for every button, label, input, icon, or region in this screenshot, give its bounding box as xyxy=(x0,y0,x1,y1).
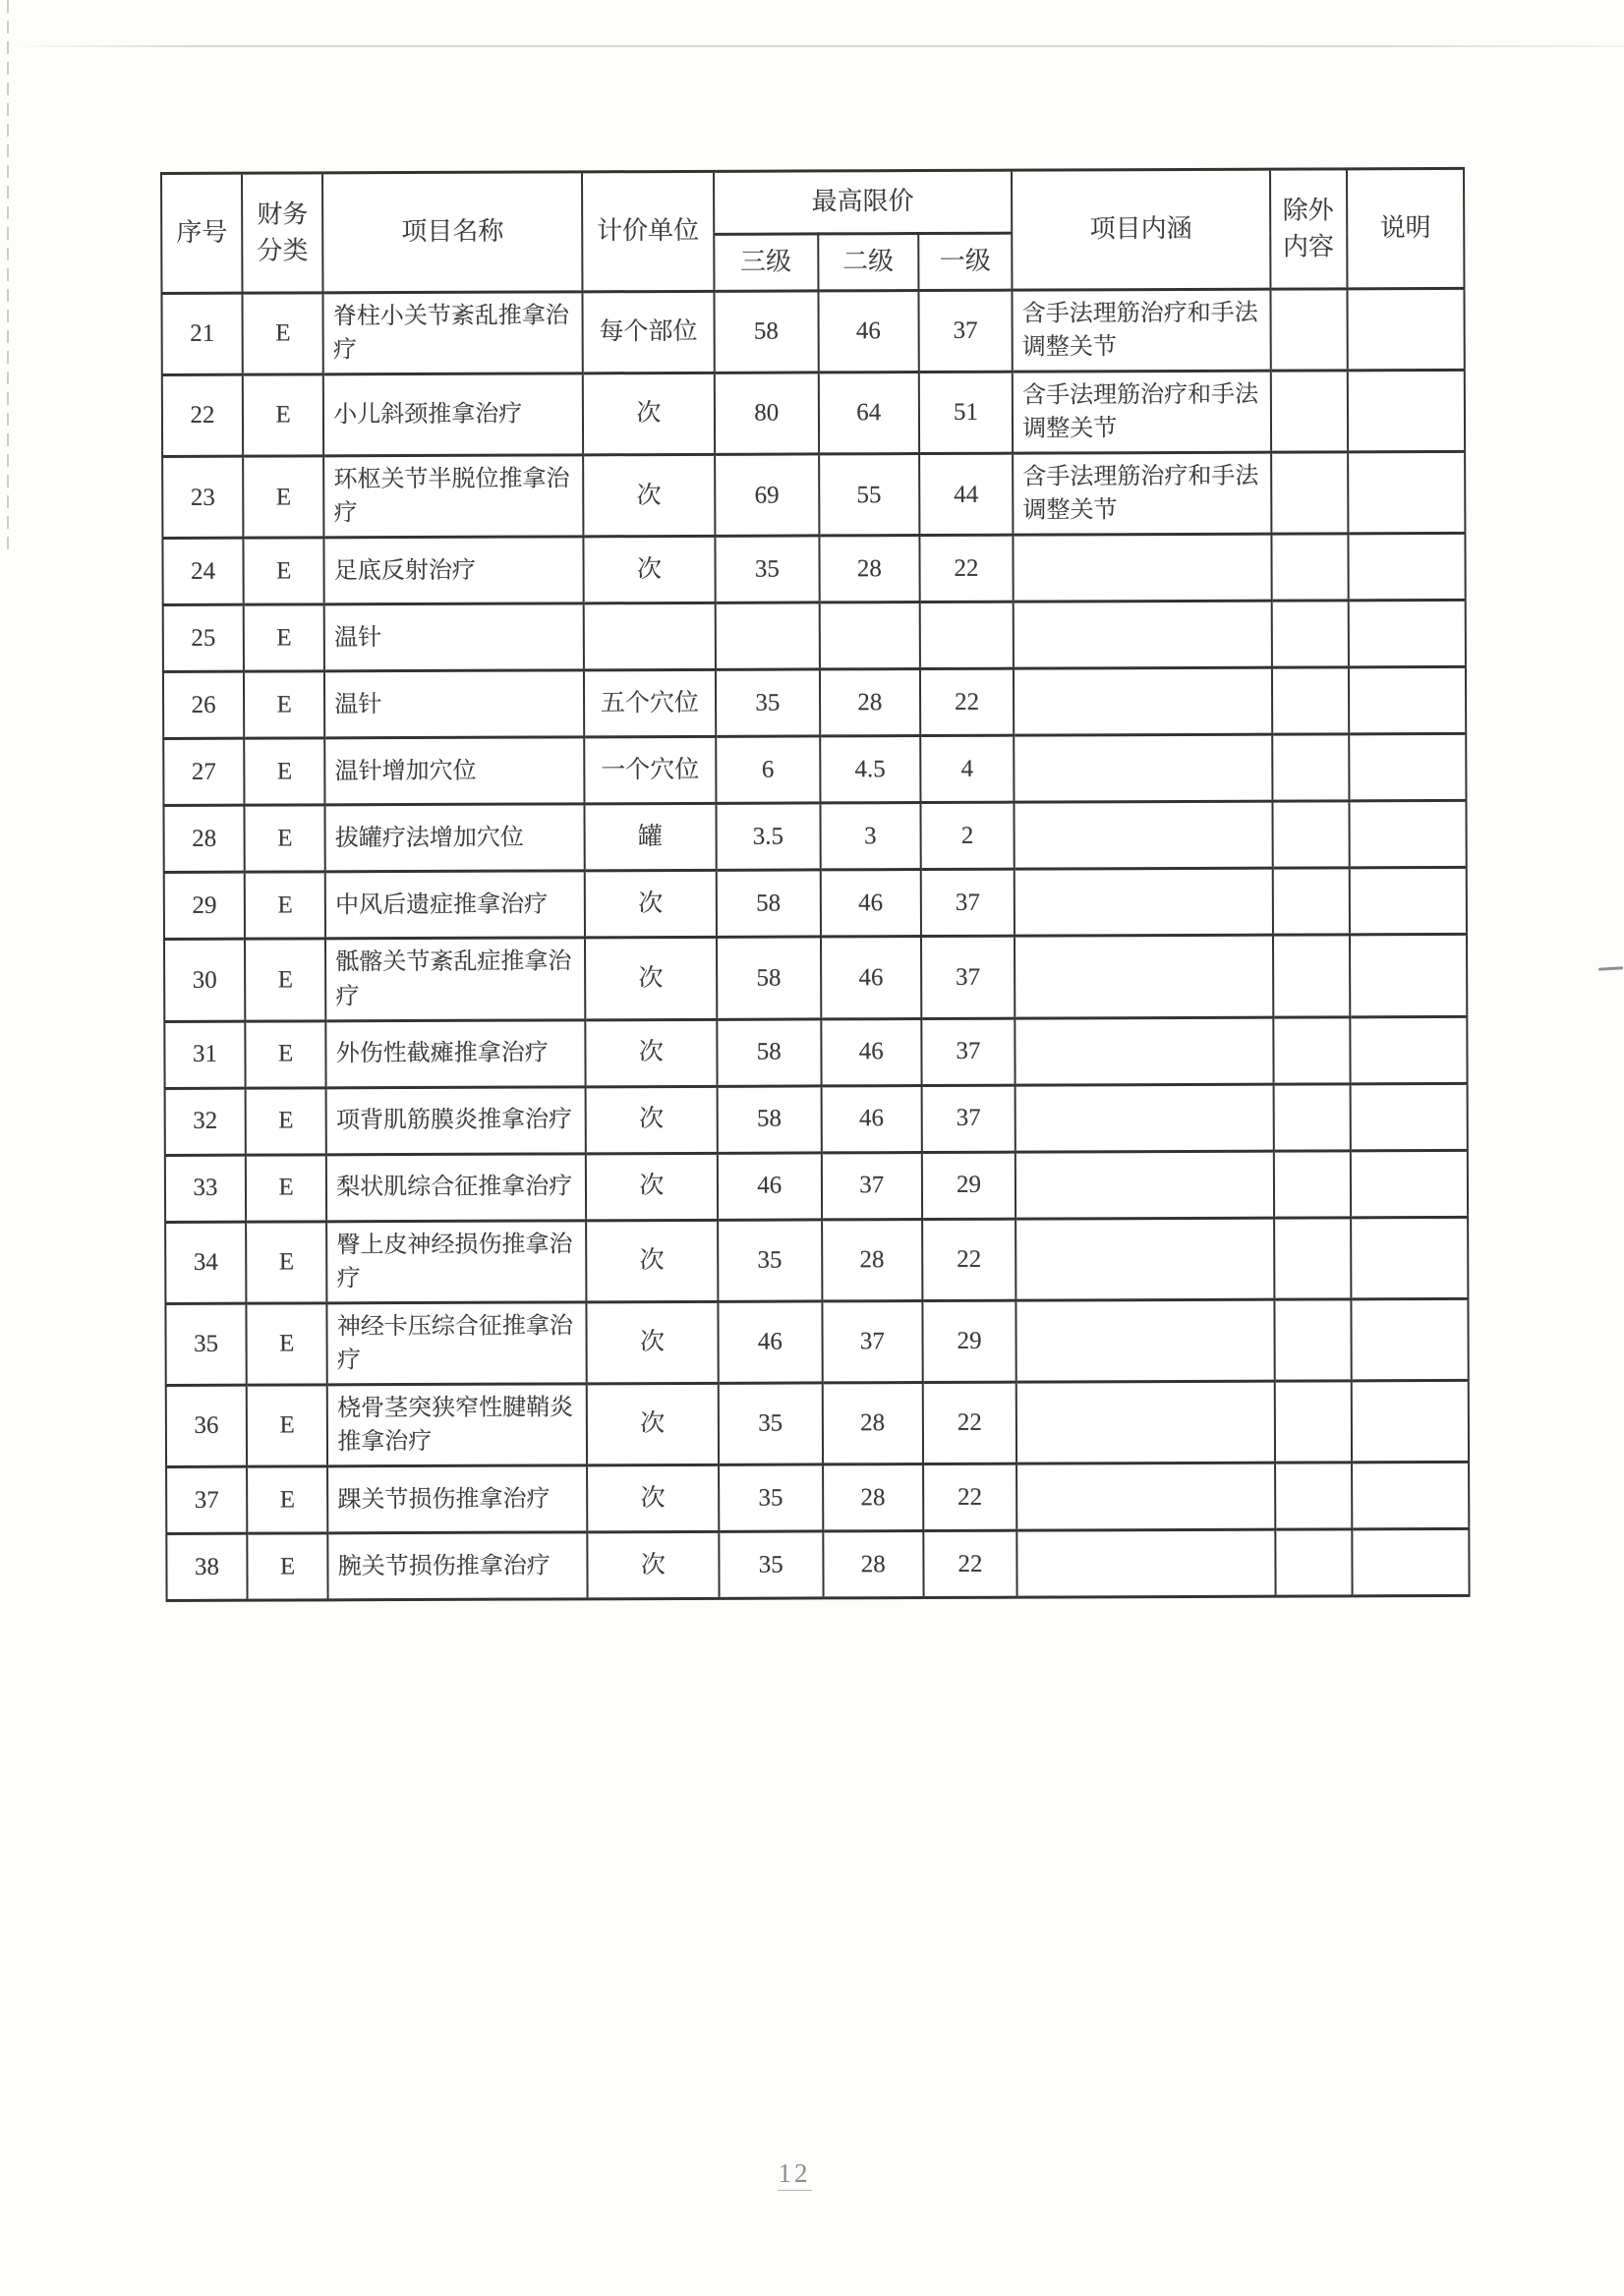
cell-price-tier1: 22 xyxy=(919,536,1014,603)
cell-finance-class: E xyxy=(245,939,325,1020)
cell-price-tier1: 22 xyxy=(923,1464,1017,1530)
cell-item-name: 外伤性截瘫推拿治疗 xyxy=(326,1019,586,1087)
cell-item-name: 踝关节损伤推拿治疗 xyxy=(327,1465,587,1533)
cell-seq: 23 xyxy=(162,456,243,538)
cell-finance-class: E xyxy=(246,1154,326,1221)
cell-exclusion xyxy=(1271,667,1348,734)
cell-item-content xyxy=(1015,869,1273,937)
header-finance-class: 财务分类 xyxy=(242,173,323,293)
cell-price-tier2: 28 xyxy=(823,1531,923,1598)
cell-pricing-unit xyxy=(584,603,716,671)
cell-price-tier1: 37 xyxy=(921,937,1015,1019)
cell-item-name: 脊柱小关节紊乱推拿治疗 xyxy=(323,292,583,374)
cell-item-name: 中风后遗症推拿治疗 xyxy=(325,871,585,939)
cell-item-name: 足底反射治疗 xyxy=(324,537,584,604)
cell-item-name: 环枢关节半脱位推拿治疗 xyxy=(323,455,583,538)
cell-price-tier3: 35 xyxy=(719,1464,823,1531)
table-row xyxy=(165,1298,1468,1385)
cell-seq: 31 xyxy=(164,1021,245,1088)
cell-item-name: 小儿斜颈推拿治疗 xyxy=(323,373,583,456)
cell-exclusion xyxy=(1273,935,1350,1016)
table-row xyxy=(164,868,1467,940)
table-row xyxy=(162,371,1465,457)
header-item-content: 项目内涵 xyxy=(1012,169,1270,290)
cell-pricing-unit: 每个部位 xyxy=(582,291,714,373)
cell-finance-class: E xyxy=(243,374,323,456)
table-row xyxy=(166,1528,1469,1600)
cell-pricing-unit: 罐 xyxy=(584,804,716,872)
cell-price-tier1: 2 xyxy=(920,803,1015,870)
cell-finance-class: E xyxy=(245,872,325,939)
scan-edge-horizontal-line xyxy=(10,45,1624,47)
cell-finance-class: E xyxy=(245,1020,325,1087)
cell-price-tier2: 28 xyxy=(823,1464,923,1531)
table-row xyxy=(162,534,1465,605)
cell-note xyxy=(1351,1380,1469,1463)
cell-price-tier1: 22 xyxy=(923,1530,1017,1597)
cell-item-content xyxy=(1015,1151,1274,1219)
cell-price-tier1: 37 xyxy=(921,870,1015,937)
table-row xyxy=(164,1016,1467,1088)
cell-exclusion xyxy=(1270,289,1347,371)
cell-price-tier3: 58 xyxy=(717,1019,821,1086)
cell-price-tier1: 37 xyxy=(921,1085,1015,1152)
cell-exclusion xyxy=(1270,371,1347,452)
cell-price-tier2: 37 xyxy=(822,1152,922,1219)
cell-price-tier3: 35 xyxy=(718,1220,822,1302)
page-number: 12 xyxy=(0,2158,1589,2191)
table-row xyxy=(165,1150,1468,1222)
cell-exclusion xyxy=(1275,1529,1352,1596)
cell-pricing-unit: 五个穴位 xyxy=(584,670,716,738)
cell-note xyxy=(1350,1016,1468,1083)
cell-price-tier3: 35 xyxy=(719,1383,823,1465)
cell-price-tier3: 69 xyxy=(715,454,819,537)
cell-item-content xyxy=(1016,1463,1275,1530)
cell-item-name: 骶髂关节紊乱症推拿治疗 xyxy=(325,938,585,1020)
cell-price-tier2: 46 xyxy=(821,1085,921,1152)
cell-exclusion xyxy=(1272,734,1349,801)
cell-price-tier1: 22 xyxy=(920,669,1015,736)
cell-item-content: 含手法理筋治疗和手法调整关节 xyxy=(1013,452,1271,535)
cell-item-name: 温针增加穴位 xyxy=(324,737,584,805)
cell-seq: 26 xyxy=(163,672,244,739)
cell-seq: 38 xyxy=(166,1533,247,1600)
table-row xyxy=(165,1083,1468,1155)
scan-edge-vertical-line xyxy=(7,0,9,555)
cell-item-name: 拔罐疗法增加穴位 xyxy=(325,804,585,872)
cell-seq: 28 xyxy=(163,806,244,873)
cell-price-tier2: 3 xyxy=(820,803,920,870)
price-table-wrap xyxy=(160,167,1471,1602)
cell-item-content xyxy=(1016,1299,1275,1382)
cell-finance-class: E xyxy=(244,671,324,738)
cell-note xyxy=(1350,1083,1468,1150)
cell-price-tier1: 4 xyxy=(920,736,1015,803)
cell-pricing-unit: 次 xyxy=(583,455,715,538)
cell-price-tier1: 22 xyxy=(923,1382,1017,1464)
cell-price-tier3: 80 xyxy=(715,373,819,455)
cell-pricing-unit: 一个穴位 xyxy=(584,737,716,805)
cell-note xyxy=(1350,935,1468,1017)
cell-pricing-unit: 次 xyxy=(585,1019,717,1087)
cell-note xyxy=(1348,452,1466,535)
cell-price-tier2: 46 xyxy=(821,937,921,1019)
cell-pricing-unit: 次 xyxy=(586,1220,718,1302)
cell-price-tier2 xyxy=(819,603,919,669)
cell-price-tier1 xyxy=(919,603,1014,669)
cell-price-tier2: 46 xyxy=(820,870,920,937)
cell-price-tier3: 35 xyxy=(719,1531,823,1598)
table-row xyxy=(163,601,1466,672)
cell-note xyxy=(1352,1462,1470,1528)
header-tier3: 三级 xyxy=(714,234,818,291)
cell-item-content xyxy=(1015,1017,1273,1085)
cell-price-tier3: 58 xyxy=(714,291,818,373)
cell-price-tier2: 46 xyxy=(821,1018,921,1085)
cell-pricing-unit: 次 xyxy=(587,1464,719,1532)
cell-item-content xyxy=(1015,936,1273,1018)
cell-price-tier1: 22 xyxy=(922,1219,1016,1301)
cell-price-tier1: 37 xyxy=(918,290,1013,373)
cell-price-tier3: 3.5 xyxy=(716,803,820,870)
header-pricing-unit: 计价单位 xyxy=(582,171,714,292)
cell-price-tier3 xyxy=(715,603,819,669)
price-table xyxy=(160,167,1471,1602)
cell-price-tier2: 37 xyxy=(822,1300,922,1383)
cell-finance-class: E xyxy=(245,805,325,872)
cell-exclusion xyxy=(1271,534,1348,601)
cell-pricing-unit: 次 xyxy=(583,373,715,455)
header-item-name: 项目名称 xyxy=(322,172,582,293)
cell-pricing-unit: 次 xyxy=(583,537,715,604)
cell-price-tier2: 64 xyxy=(819,373,919,455)
table-row xyxy=(162,452,1465,539)
cell-price-tier1: 37 xyxy=(921,1018,1015,1085)
cell-price-tier2: 28 xyxy=(823,1382,923,1464)
cell-price-tier2: 28 xyxy=(820,669,920,736)
cell-exclusion xyxy=(1273,1083,1350,1150)
cell-item-name: 神经卡压综合征推拿治疗 xyxy=(327,1302,587,1385)
cell-exclusion xyxy=(1274,1381,1351,1463)
cell-note xyxy=(1347,288,1465,371)
cell-exclusion xyxy=(1272,801,1349,868)
cell-seq: 24 xyxy=(162,539,243,605)
cell-pricing-unit: 次 xyxy=(585,938,717,1020)
cell-price-tier1: 29 xyxy=(922,1300,1016,1383)
cell-item-content: 含手法理筋治疗和手法调整关节 xyxy=(1013,289,1271,372)
cell-price-tier2: 4.5 xyxy=(820,736,920,803)
header-seq: 序号 xyxy=(161,173,243,293)
cell-note xyxy=(1348,601,1466,667)
cell-seq: 34 xyxy=(165,1222,246,1303)
cell-item-name: 臀上皮神经损伤推拿治疗 xyxy=(326,1220,586,1302)
cell-finance-class: E xyxy=(243,456,323,538)
cell-pricing-unit: 次 xyxy=(586,1086,718,1154)
cell-exclusion xyxy=(1274,1299,1351,1381)
cell-item-name: 温针 xyxy=(324,670,584,738)
cell-price-tier3: 35 xyxy=(716,669,820,736)
cell-finance-class: E xyxy=(246,1087,326,1154)
cell-finance-class: E xyxy=(244,604,324,671)
cell-note xyxy=(1351,1217,1469,1299)
cell-price-tier3: 46 xyxy=(718,1153,822,1220)
table-row xyxy=(163,734,1466,806)
cell-item-name: 腕关节损伤推拿治疗 xyxy=(328,1532,588,1600)
cell-exclusion xyxy=(1273,1150,1350,1217)
table-row xyxy=(163,801,1466,873)
header-tier2: 二级 xyxy=(818,234,918,291)
table-row xyxy=(166,1462,1469,1533)
cell-item-content xyxy=(1014,602,1272,669)
header-max-price: 最高限价 xyxy=(714,170,1013,234)
cell-seq: 37 xyxy=(166,1466,247,1533)
table-row xyxy=(166,1380,1469,1466)
cell-seq: 30 xyxy=(164,940,245,1021)
cell-seq: 27 xyxy=(163,739,244,806)
cell-pricing-unit: 次 xyxy=(587,1531,719,1599)
cell-item-content xyxy=(1015,802,1273,870)
cell-finance-class: E xyxy=(247,1385,327,1466)
cell-note xyxy=(1349,868,1467,935)
cell-pricing-unit: 次 xyxy=(586,1301,718,1384)
cell-exclusion xyxy=(1273,1016,1350,1083)
cell-item-content xyxy=(1014,535,1272,603)
table-row xyxy=(163,667,1466,739)
cell-finance-class: E xyxy=(246,1221,326,1302)
cell-finance-class: E xyxy=(247,1303,327,1385)
cell-price-tier3: 58 xyxy=(717,937,821,1019)
cell-price-tier3: 35 xyxy=(715,536,819,603)
cell-finance-class: E xyxy=(244,538,324,604)
cell-item-content: 含手法理筋治疗和手法调整关节 xyxy=(1013,371,1271,453)
cell-exclusion xyxy=(1274,1217,1351,1298)
header-note: 说明 xyxy=(1347,168,1465,288)
cell-note xyxy=(1352,1528,1470,1595)
cell-item-content xyxy=(1015,1084,1274,1152)
cell-item-name: 梨状肌综合征推拿治疗 xyxy=(326,1153,586,1221)
cell-item-name: 温针 xyxy=(324,603,584,671)
cell-note xyxy=(1348,534,1466,601)
cell-exclusion xyxy=(1271,452,1348,534)
cell-exclusion xyxy=(1275,1463,1352,1529)
cell-seq: 35 xyxy=(165,1303,246,1385)
cell-pricing-unit: 次 xyxy=(587,1383,719,1465)
scan-dash-mark xyxy=(1598,966,1623,970)
cell-exclusion xyxy=(1272,868,1349,935)
cell-exclusion xyxy=(1271,601,1348,667)
cell-finance-class: E xyxy=(247,1466,327,1533)
cell-seq: 36 xyxy=(166,1385,247,1466)
table-row xyxy=(164,935,1467,1021)
price-table-body xyxy=(161,288,1469,1600)
header-exclusion: 除外内容 xyxy=(1270,169,1348,289)
cell-seq: 21 xyxy=(161,293,242,374)
cell-item-name: 项背肌筋膜炎推拿治疗 xyxy=(326,1086,586,1154)
cell-note xyxy=(1349,801,1467,868)
cell-price-tier3: 58 xyxy=(717,1086,821,1153)
cell-item-content xyxy=(1016,1529,1275,1597)
cell-price-tier3: 46 xyxy=(718,1301,822,1384)
cell-item-name: 桡骨茎突狭窄性腱鞘炎推拿治疗 xyxy=(327,1384,587,1466)
cell-note xyxy=(1351,1298,1469,1381)
header-tier1: 一级 xyxy=(918,233,1013,290)
table-row xyxy=(161,288,1464,374)
cell-price-tier1: 44 xyxy=(919,453,1014,536)
cell-seq: 22 xyxy=(162,374,243,456)
cell-note xyxy=(1349,734,1467,801)
cell-item-content xyxy=(1016,1381,1275,1464)
cell-price-tier2: 28 xyxy=(819,536,919,603)
cell-price-tier2: 46 xyxy=(818,291,918,373)
cell-price-tier3: 58 xyxy=(717,870,821,937)
cell-seq: 32 xyxy=(165,1088,246,1155)
cell-pricing-unit: 次 xyxy=(586,1153,718,1221)
cell-price-tier2: 28 xyxy=(822,1219,922,1301)
cell-note xyxy=(1351,1150,1469,1217)
cell-seq: 29 xyxy=(164,873,245,940)
cell-finance-class: E xyxy=(243,293,323,374)
cell-finance-class: E xyxy=(244,738,324,805)
cell-item-content xyxy=(1015,1218,1274,1300)
cell-seq: 25 xyxy=(163,605,244,672)
cell-item-content xyxy=(1014,735,1272,803)
cell-item-content xyxy=(1014,668,1272,736)
cell-price-tier3: 6 xyxy=(716,736,820,803)
cell-note xyxy=(1349,667,1467,734)
cell-finance-class: E xyxy=(247,1533,327,1600)
cell-seq: 33 xyxy=(165,1155,246,1222)
cell-price-tier1: 51 xyxy=(919,372,1014,454)
cell-price-tier1: 29 xyxy=(922,1152,1016,1219)
table-row xyxy=(165,1217,1468,1303)
cell-pricing-unit: 次 xyxy=(585,871,717,939)
cell-price-tier2: 55 xyxy=(819,454,919,537)
cell-note xyxy=(1347,371,1465,453)
